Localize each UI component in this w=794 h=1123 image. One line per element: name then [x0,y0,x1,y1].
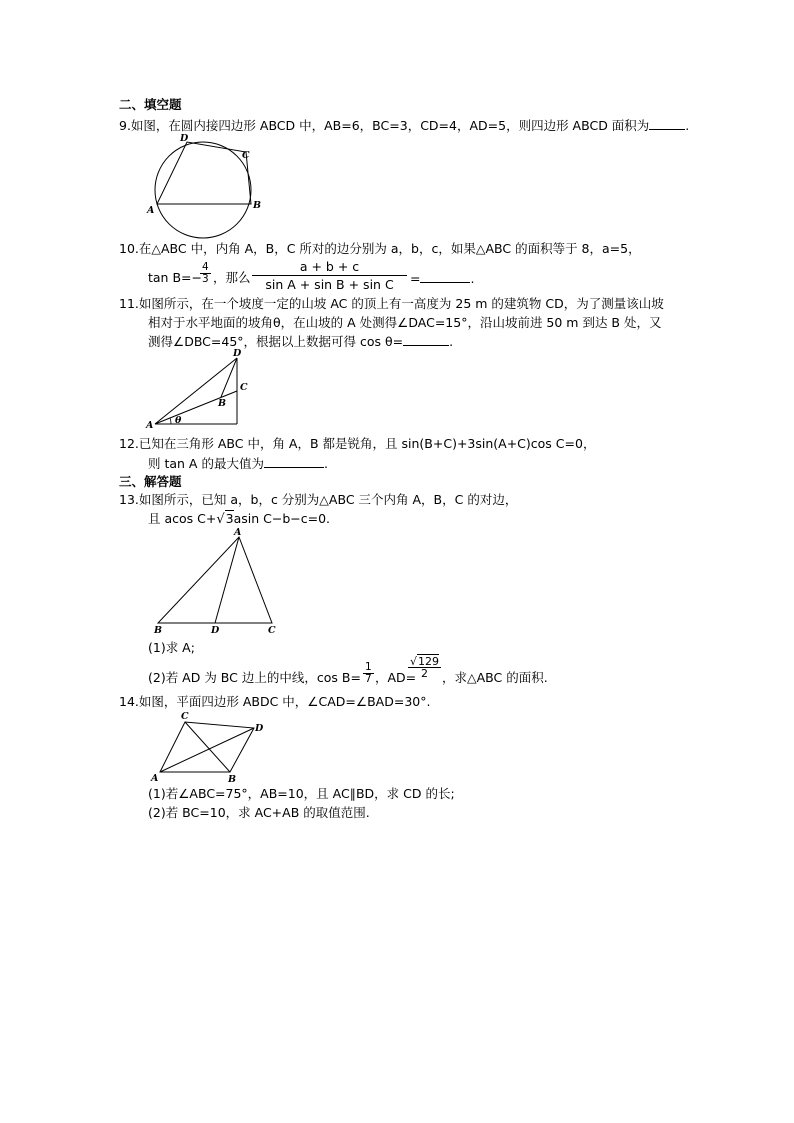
triangle-abc [158,537,272,623]
question-11-line1: 11.如图所示，在一个坡度一定的山坡 AC 的顶上有一高度为 25 m 的建筑物 CD，为了测量该山坡 [119,296,664,311]
question-13-part1: (1)求 A; [148,640,195,655]
answer-blank-11[interactable] [403,333,449,346]
tan-prefix: tan B=− [148,270,202,285]
figure-q13-triangle [148,525,283,637]
label-D: D [211,625,220,636]
question-10-answer [410,270,474,287]
circle-shape [155,142,251,238]
question-12-line1: 12.已知在三角形 ABC 中，角 A，B 都是锐角，且 sin(B+C)+3sin(A+C)cos C=0， [119,436,596,451]
question-10-end: . [470,271,475,286]
label-D: D [255,723,264,734]
big-fraction-numerator: a + b + c [252,259,407,276]
question-11-end: . [449,334,454,349]
label-A: A [146,420,154,431]
label-B: B [154,625,163,636]
label-C: C [181,711,189,722]
question-10-line1: 10.在△ABC 中，内角 A，B，C 所对的边分别为 a，b，c，如果△ABC 的面积等于 8，a=5， [119,241,641,256]
question-13-part2-post: ，求△ABC 的面积. [442,670,548,685]
answer-blank-9[interactable] [649,117,685,130]
question-13-part2-mid: ，AD= [375,670,417,685]
question-12-end: . [323,456,328,471]
question-13-part2-pre: (2)若 AD 为 BC 边上的中线，cos B= [148,670,361,685]
big-fraction-denominator: sin A + sin B + sin C [265,277,394,292]
label-A: A [151,773,159,784]
question-11-line2: 相对于水平地面的坡角θ，在山坡的 A 处测得∠DAC=15°，沿山坡前进 50 m 到达 B 处，又 [148,315,662,330]
equals-sign: = [410,271,421,286]
question-12-line2 [148,455,328,472]
label-D: D [233,348,242,359]
question-11-line3-text: 测得∠DBC=45°，根据以上数据可得 cos θ= [148,334,404,349]
ad-sqrt-value: 129 [418,655,440,668]
question-14-part2: (2)若 BC=10，求 AC+AB 的取值范围. [148,805,370,820]
figure-q14-quadrilateral [148,708,268,788]
section-title-fill-blank: 二、填空题 [119,97,182,112]
sqrt-icon: √ [216,512,225,527]
question-13-line1: 13.如图所示，已知 a，b，c 分别为△ABC 三个内角 A，B，C 的对边， [119,492,518,507]
label-B: B [253,200,262,211]
question-14-line1: 14.如图，平面四边形 ABDC 中，∠CAD=∠BAD=30°. [119,694,431,709]
fraction-cosb [363,662,374,685]
diagonal-ad [160,728,254,772]
line2-post: asin C−b−c=0. [233,511,331,526]
fraction-denominator: 3 [202,273,209,285]
sqrt-value: 3 [225,511,234,526]
fraction-ad [408,656,441,679]
label-C: C [242,150,250,161]
line-ad [155,358,237,424]
label-C: C [240,382,248,393]
diagonal-bc [185,722,230,772]
cosb-numerator: 1 [365,661,372,673]
ad-denominator: 2 [421,667,428,680]
label-B: B [228,774,237,785]
label-C: C [268,625,276,636]
question-9-end: . [685,118,690,133]
line2-pre: 且 acos C+ [148,511,217,526]
sqrt-icon: √ [410,655,418,668]
figure-q9-cyclic-quadrilateral [140,130,265,245]
question-9-text: 9.如图，在圆内接四边形 ABCD 中，AB=6，BC=3，CD=4，AD=5，则四边形 ABCD 面积为 [119,118,650,133]
label-theta: θ [175,415,182,426]
angle-theta-arc [170,418,171,424]
cosb-denominator: 7 [365,673,372,685]
question-10-mid: ，那么 [213,270,251,285]
label-B: B [218,398,227,409]
question-12-line2-text: 则 tan A 的最大值为 [148,456,264,471]
label-D: D [180,133,189,144]
label-A: A [234,527,242,538]
quadrilateral-abcd [157,142,251,204]
answer-blank-10[interactable] [420,270,470,283]
question-10-line2 [148,270,202,286]
fraction-4-3 [200,262,211,285]
section-title-solutions: 三、解答题 [119,474,182,489]
label-A: A [147,205,155,216]
answer-blank-12[interactable] [264,455,324,468]
fraction-abc-over-sines [252,259,407,292]
figure-q11-slope-building [145,346,255,432]
question-14-part1: (1)若∠ABC=75°，AB=10，且 AC∥BD，求 CD 的长; [148,786,455,801]
fraction-numerator: 4 [202,261,209,273]
